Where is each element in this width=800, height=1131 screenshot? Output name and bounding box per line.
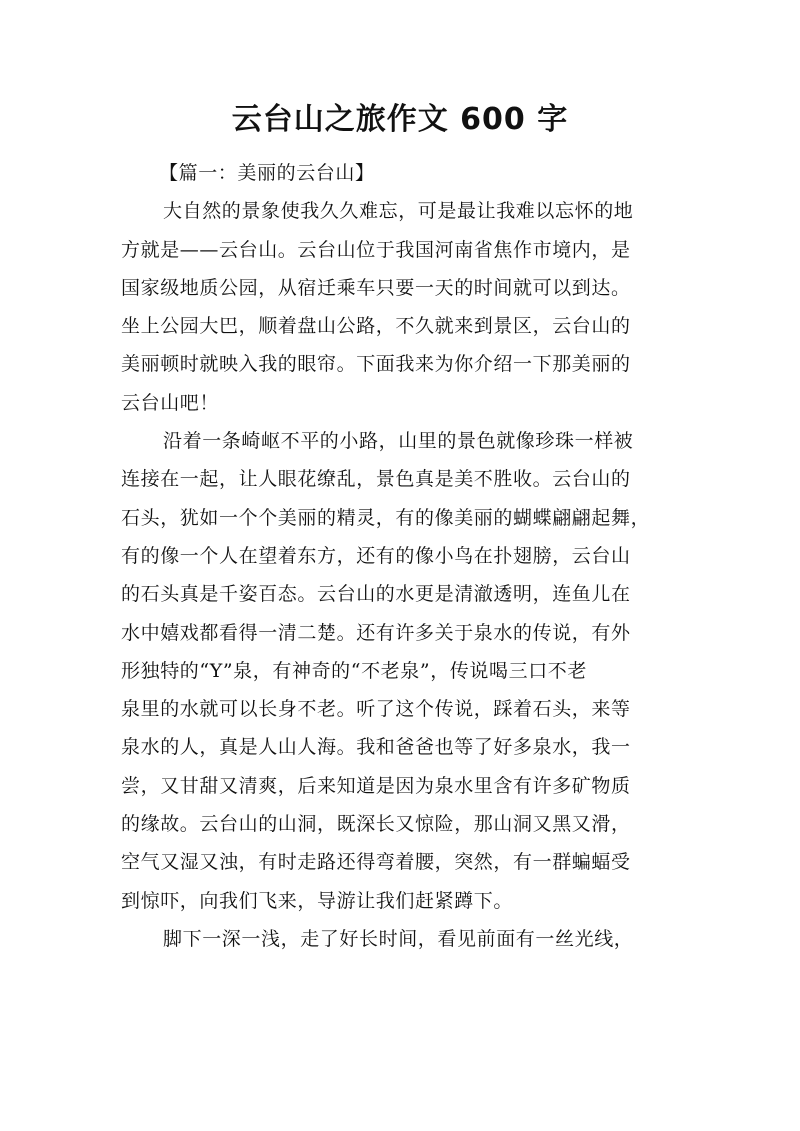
document-title: 云台山之旅作文 600 字 xyxy=(231,102,569,137)
text-line: 脚下一深一浅，走了好长时间，看见前面有一丝光线， xyxy=(163,927,634,950)
section-heading: 【篇一：美丽的云台山】 xyxy=(159,162,375,184)
text-line: 方就是——云台山。云台山位于我国河南省焦作市境内，是 xyxy=(121,238,631,261)
document-body xyxy=(121,154,681,958)
text-line: 泉里的水就可以长身不老。听了这个传说，踩着石头，来等 xyxy=(121,698,631,721)
text-line: 的石头真是千姿百态。云台山的水更是清澈透明，连鱼儿在 xyxy=(121,583,631,606)
text-line: 泉水的人，真是人山人海。我和爸爸也等了好多泉水，我一 xyxy=(121,736,631,759)
paragraph-1 xyxy=(121,192,681,422)
text-line: 沿着一条崎岖不平的小路，山里的景色就像珍珠一样被 xyxy=(163,430,634,453)
text-line: 形独特的“Y”泉，有神奇的“不老泉”，传说喝三口不老 xyxy=(121,659,587,682)
text-line: 石头，犹如一个个美丽的精灵，有的像美丽的蝴蝶翩翩起舞， xyxy=(121,506,651,529)
text-line: 空气又湿又浊，有时走路还得弯着腰，突然，有一群蝙蝠受 xyxy=(121,851,631,874)
text-line: 有的像一个人在望着东方，还有的像小鸟在扑翅膀，云台山 xyxy=(121,544,631,567)
text-line: 到惊吓，向我们飞来，导游让我们赶紧蹲下。 xyxy=(121,889,514,912)
text-line: 国家级地质公园，从宿迁乘车只要一天的时间就可以到达。 xyxy=(121,276,631,299)
text-line: 尝，又甘甜又清爽，后来知道是因为泉水里含有许多矿物质 xyxy=(121,774,631,797)
text-line: 大自然的景象使我久久难忘，可是最让我难以忘怀的地 xyxy=(163,200,634,223)
text-line: 云台山吧！ xyxy=(121,391,220,414)
paragraph-3 xyxy=(121,920,681,958)
text-line: 水中嬉戏都看得一清二楚。还有许多关于泉水的传说，有外 xyxy=(121,621,631,644)
text-line: 的缘故。云台山的山洞，既深长又惊险，那山洞又黑又滑， xyxy=(121,813,631,836)
text-line: 美丽顿时就映入我的眼帘。下面我来为你介绍一下那美丽的 xyxy=(121,353,631,376)
text-line: 连接在一起，让人眼花缭乱，景色真是美不胜收。云台山的 xyxy=(121,468,631,491)
paragraph-2 xyxy=(121,422,681,920)
text-line: 坐上公园大巴，顺着盘山公路，不久就来到景区，云台山的 xyxy=(121,315,631,338)
